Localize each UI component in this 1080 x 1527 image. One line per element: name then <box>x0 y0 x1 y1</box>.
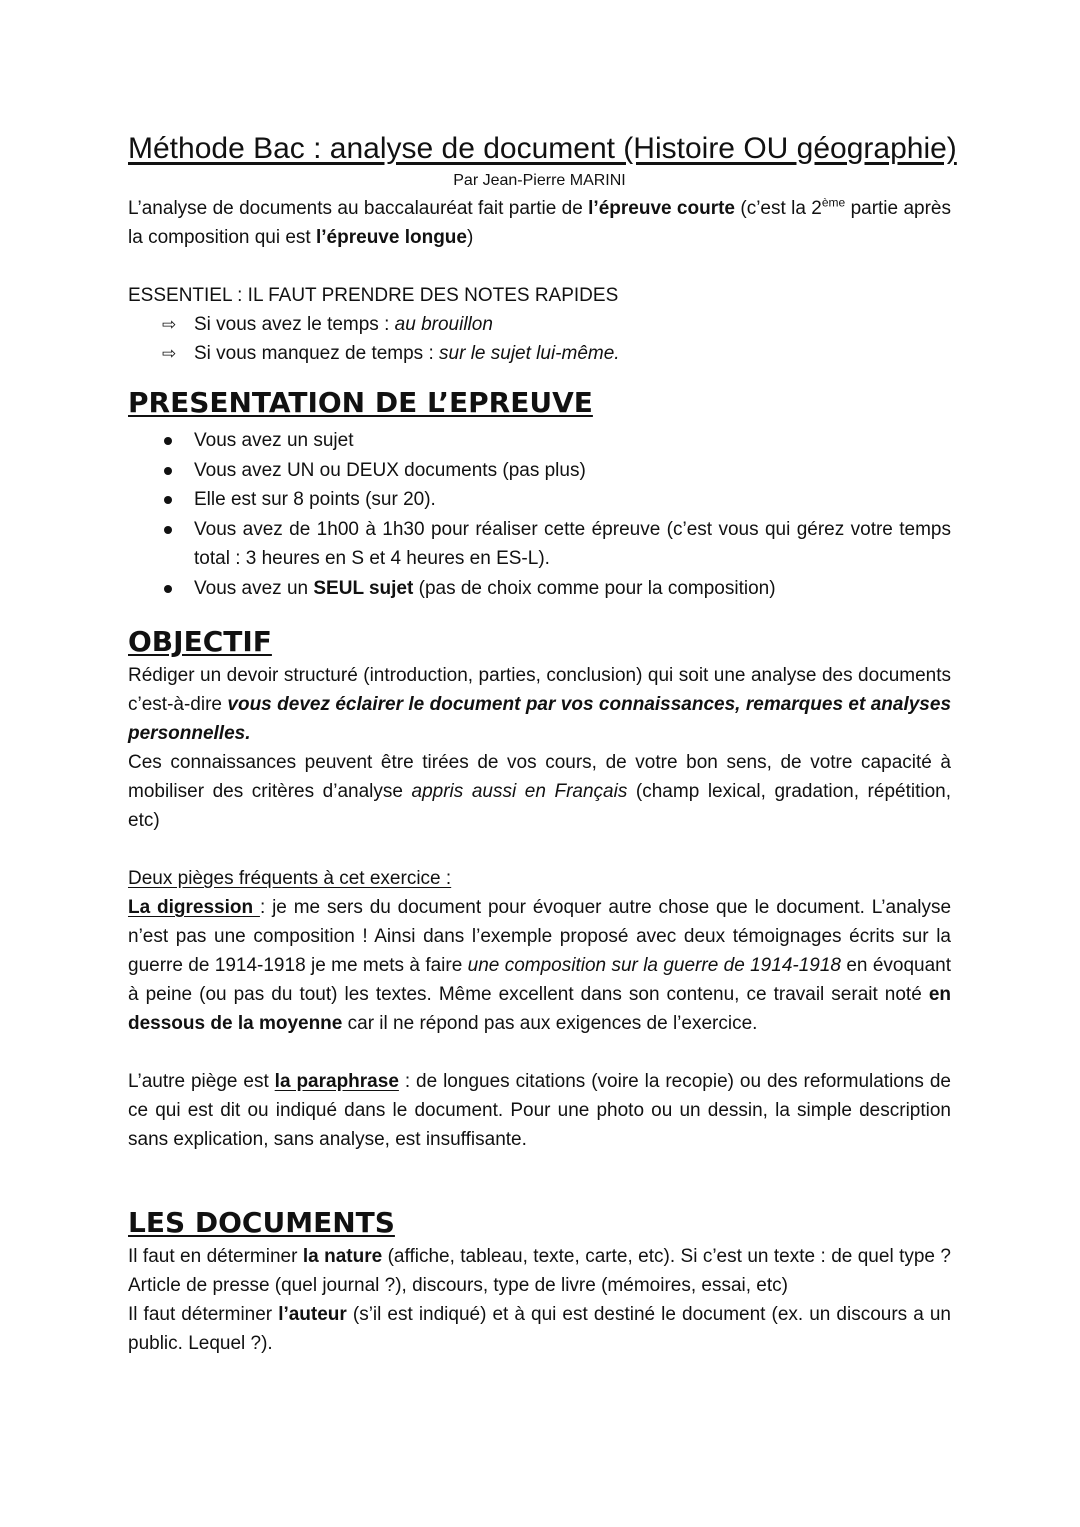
author-line: Par Jean-Pierre MARINI <box>453 172 626 189</box>
documents-paragraph-1: Il faut en déterminer la nature (affiche, tableau, texte, carte, etc). Si c’est un texte : de quel type ? Article de presse (quel journal ?), discours, type de livre (mémoires, essai, etc) <box>128 1246 951 1296</box>
section-heading-presentation: PRESENTATION DE L’EPREUVE <box>128 386 593 419</box>
intro-bold-epreuve-courte: l’épreuve courte <box>588 198 736 219</box>
arrow-right-icon: ⇨ <box>162 344 177 363</box>
bullet-icon <box>164 585 172 593</box>
essentiel-heading: ESSENTIEL : IL FAUT PRENDRE DES NOTES RAPIDES <box>128 285 619 306</box>
digression-label: La digression <box>128 897 260 918</box>
bullet-icon <box>164 526 172 534</box>
list-item: Vous avez UN ou DEUX documents (pas plus) <box>162 456 951 486</box>
pieges-heading: Deux pièges fréquents à cet exercice : <box>128 868 452 889</box>
section-heading-documents: LES DOCUMENTS <box>128 1206 395 1239</box>
bullet-icon <box>164 467 172 475</box>
arrow-right-icon: ⇨ <box>162 315 177 334</box>
intro-bold-epreuve-longue: l’épreuve longue <box>316 227 467 248</box>
paraphrase-label: la paraphrase <box>274 1071 399 1092</box>
intro-paragraph: L’analyse de documents au baccalauréat fait partie de l’épreuve courte (c’est la 2ème partie après la composition qui est l’épreuve longue) <box>128 195 951 248</box>
paraphrase-paragraph: L’autre piège est la paraphrase : de longues citations (voire la recopie) ou des reformulations de ce qui est dit ou indiqué dans le document. Pour une photo ou un dessin, la simple description sans explication, sans analyse, est insuffisante. <box>128 1071 951 1150</box>
section-heading-objectif: OBJECTIF <box>128 625 272 658</box>
documents-paragraph-2: Il faut déterminer l’auteur (s’il est indiqué) et à qui est destiné le document (ex. un discours a un public. Lequel ?). <box>128 1304 951 1354</box>
list-item: Elle est sur 8 points (sur 20). <box>162 485 951 515</box>
page-title: Méthode Bac : analyse de document (Histoire OU géographie) <box>128 132 957 165</box>
list-item: ⇨ Si vous avez le temps : au brouillon <box>162 310 951 339</box>
objectif-paragraph-1: Rédiger un devoir structuré (introduction, parties, conclusion) qui soit une analyse des documents c’est-à-dire vous devez éclairer le document par vos connaissances, remarques et analyses personnelles. <box>128 665 952 744</box>
list-item: Vous avez un SEUL sujet (pas de choix comme pour la composition) <box>162 574 951 604</box>
bullet-icon <box>164 496 172 504</box>
list-item: ⇨ Si vous manquez de temps : sur le sujet lui-même. <box>162 339 951 368</box>
presentation-list <box>128 426 951 603</box>
essentiel-list <box>128 310 951 368</box>
document-content <box>128 130 957 1358</box>
objectif-paragraph-2: Ces connaissances peuvent être tirées de vos cours, de votre bon sens, de votre capacité à mobiliser des critères d’analyse appris aussi en Français (champ lexical, gradation, répétition, etc) <box>128 752 951 831</box>
list-item: Vous avez un sujet <box>162 426 951 456</box>
bullet-icon <box>164 437 172 445</box>
list-item: Vous avez de 1h00 à 1h30 pour réaliser cette épreuve (c’est vous qui gérez votre temps total : 3 heures en S et 4 heures en ES-L). <box>162 515 951 574</box>
superscript: ème <box>821 195 846 210</box>
digression-paragraph: La digression : je me sers du document pour évoquer autre chose que le document. L’analyse n’est pas une composition ! Ainsi dans l’exemple proposé avec deux témoignages écrits sur la guerre de 1914-1918 je me mets à faire une composition sur la guerre de 1914-1918 en évoquant à peine (ou pas du tout) les textes. Même excellent dans son contenu, ce travail serait noté en dessous de la moyenne car il ne répond pas aux exigences de l’exercice. <box>128 897 952 1034</box>
